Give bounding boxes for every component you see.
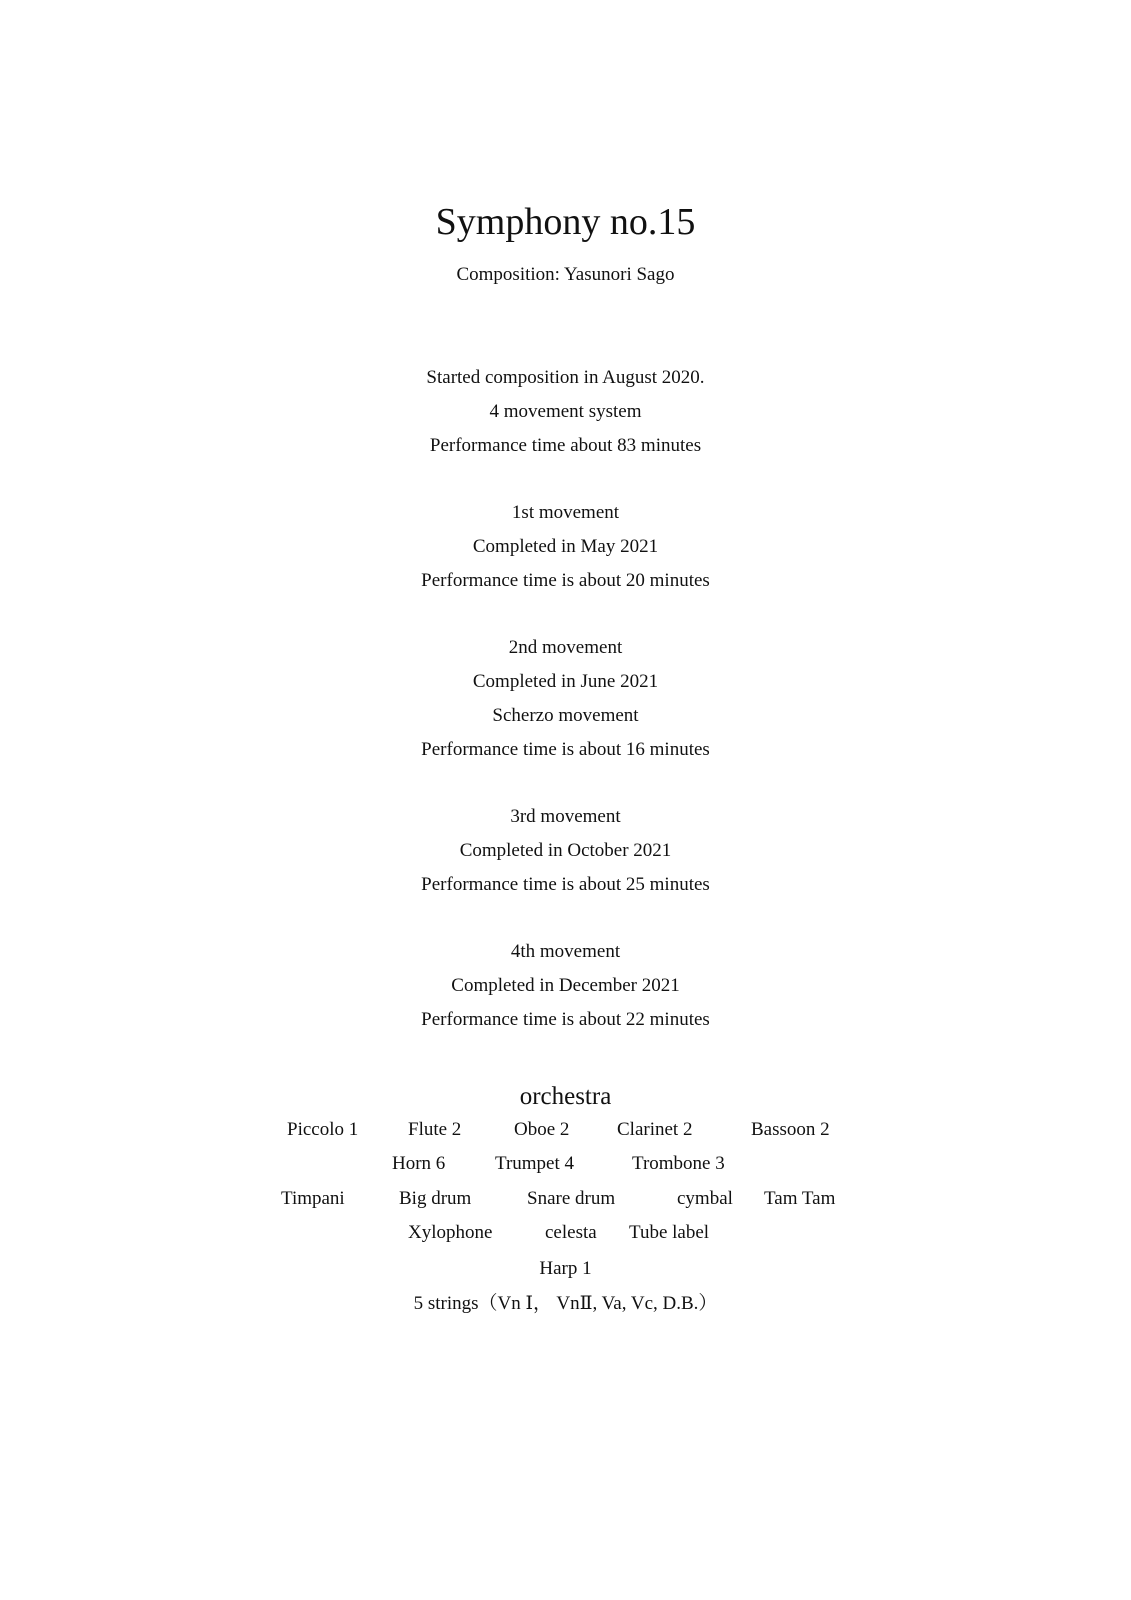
overview-duration: Performance time about 83 minutes [429, 435, 702, 456]
movement-name: 1st movement [511, 502, 620, 523]
composer-credit: Composition: Yasunori Sago [456, 264, 675, 285]
instrument-snare-drum: Snare drum [527, 1188, 616, 1209]
instrument-bassoon: Bassoon 2 [751, 1119, 830, 1140]
instrument-horn: Horn 6 [392, 1153, 446, 1174]
overview-start: Started composition in August 2020. [426, 367, 705, 388]
movement-completed: Completed in October 2021 [459, 840, 672, 861]
movement-2-block [0, 631, 1131, 767]
movement-performance: Performance time is about 22 minutes [421, 1009, 710, 1030]
instrument-harp: Harp 1 [539, 1258, 592, 1279]
movement-name: 2nd movement [508, 637, 623, 658]
movement-note: Scherzo movement [492, 705, 639, 726]
harp-row [0, 1252, 1131, 1286]
movement-performance: Performance time is about 25 minutes [421, 874, 710, 895]
movement-3-block [0, 800, 1131, 902]
movement-performance: Performance time is about 20 minutes [421, 570, 710, 591]
percussion-row [0, 1182, 1131, 1216]
instrument-tube-label: Tube label [629, 1222, 710, 1243]
movement-4-block [0, 935, 1131, 1037]
movement-completed: Completed in June 2021 [472, 671, 659, 692]
overview-block [0, 361, 1131, 463]
instrument-oboe: Oboe 2 [514, 1119, 570, 1140]
instrument-big-drum: Big drum [399, 1188, 472, 1209]
instrument-timpani: Timpani [281, 1188, 345, 1209]
instrument-xylophone: Xylophone [408, 1222, 493, 1243]
instrument-tam-tam: Tam Tam [764, 1188, 836, 1209]
instrument-cymbal: cymbal [677, 1188, 733, 1209]
keyboard-row [0, 1216, 1131, 1250]
movement-completed: Completed in May 2021 [472, 536, 659, 557]
instrument-clarinet: Clarinet 2 [617, 1119, 693, 1140]
movement-name: 4th movement [510, 941, 621, 962]
instrument-trombone: Trombone 3 [632, 1153, 725, 1174]
instrument-flute: Flute 2 [408, 1119, 462, 1140]
brass-row [0, 1147, 1131, 1181]
instrument-celesta: celesta [545, 1222, 597, 1243]
woodwinds-row [0, 1113, 1131, 1147]
movement-1-block [0, 496, 1131, 598]
orchestra-heading: orchestra [519, 1083, 612, 1110]
movement-name: 3rd movement [510, 806, 621, 827]
instrument-piccolo: Piccolo 1 [287, 1119, 359, 1140]
movement-performance: Performance time is about 16 minutes [421, 739, 710, 760]
page-title: Symphony no.15 [435, 201, 696, 243]
movement-completed: Completed in December 2021 [451, 975, 680, 996]
instrument-trumpet: Trumpet 4 [495, 1153, 575, 1174]
overview-structure: 4 movement system [489, 401, 642, 422]
strings-line: 5 strings（Vn Ⅰ， VnⅡ, Va, Vc, D.B.） [413, 1293, 718, 1314]
